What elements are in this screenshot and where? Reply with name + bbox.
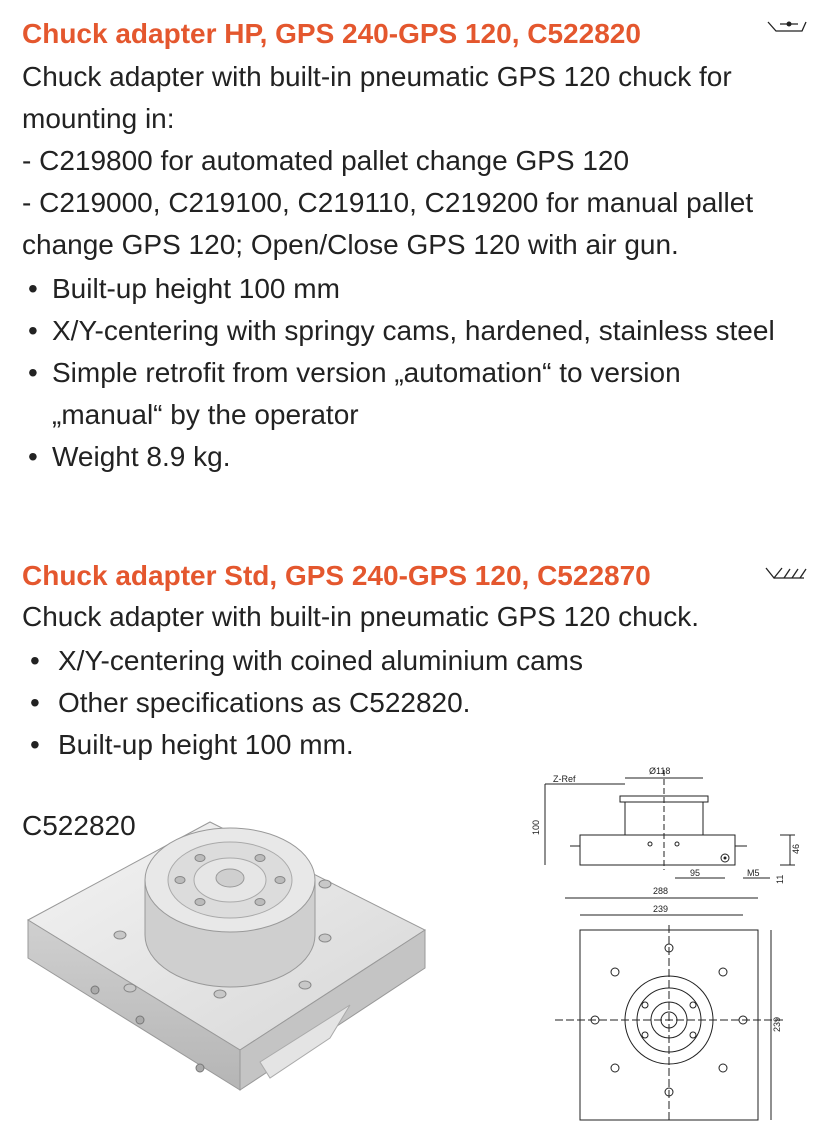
list-item: • Simple retrofit from version „automation“ to version „manual“ by the operator — [22, 352, 812, 436]
section1-description: Chuck adapter with built-in pneumatic GPS 120 chuck for mounting in: - C219800 for automated pallet change GPS 120 - C219000, C219100, C219110, C219200 for manual pallet change GPS 120; Open/Close GPS 120 with air gun. — [22, 61, 754, 260]
drawing-label-239-width: 239 — [653, 904, 669, 914]
drawing-label-11: 11 — [775, 874, 785, 884]
chuck-adapter-product-image — [20, 800, 440, 1100]
drawing-label-z-ref: Z-Ref — [553, 774, 576, 784]
drawing-label-height: 100 — [531, 819, 541, 835]
surface-finish-symbol-icon — [766, 16, 808, 34]
list-item: • Built-up height 100 mm. — [22, 724, 812, 766]
list-item: • X/Y-centering with springy cams, hardened, stainless steel — [22, 310, 812, 352]
list-item: • Built-up height 100 mm — [22, 268, 812, 310]
drawing-label-239-height: 239 — [772, 1016, 782, 1032]
list-item: • X/Y-centering with coined aluminium cams — [22, 640, 812, 682]
hatched-surface-symbol-icon — [764, 566, 808, 582]
section1-bullet-list — [22, 268, 812, 478]
drawing-label-288: 288 — [653, 886, 669, 896]
drawing-label-diameter: Ø118 — [649, 766, 671, 776]
drawing-label-46: 46 — [791, 843, 801, 854]
section1-title: Chuck adapter HP, GPS 240-GPS 120, C522820 — [22, 18, 641, 49]
list-item: • Other specifications as C522820. — [22, 682, 812, 724]
drawing-label-95: 95 — [690, 868, 701, 878]
drawing-label-m5: M5 — [747, 868, 760, 878]
section2-description: Chuck adapter with built-in pneumatic GPS 120 chuck. — [22, 601, 700, 632]
list-item: • Weight 8.9 kg. — [22, 436, 812, 478]
technical-drawing — [525, 760, 810, 1130]
section2-bullet-list — [22, 640, 812, 766]
section2-title: Chuck adapter Std, GPS 240-GPS 120, C522870 — [22, 560, 651, 591]
figure-label: C522820 — [22, 810, 136, 841]
